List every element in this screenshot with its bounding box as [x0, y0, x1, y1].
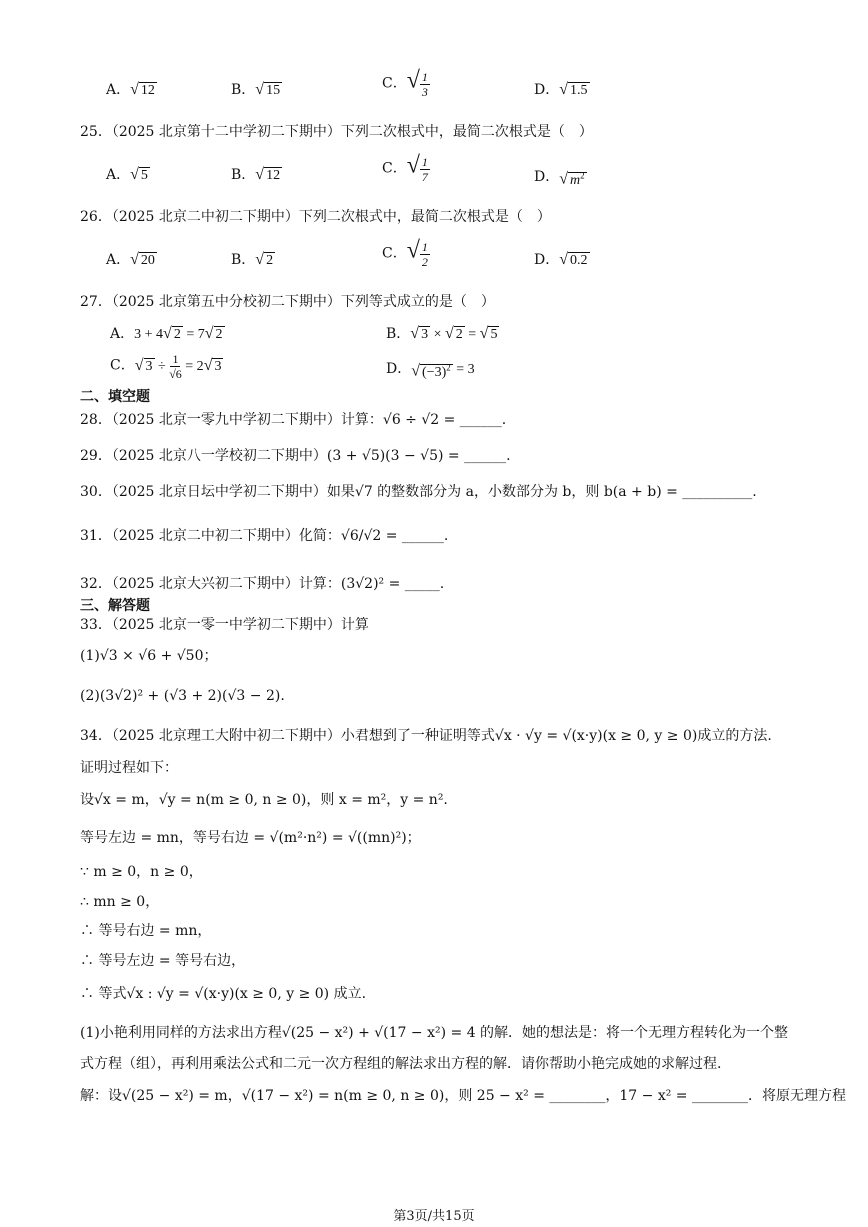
q34-proof-line: ∴ mn ≥ 0，	[80, 894, 160, 910]
q26-stem: 26．（2025 北京二中初二下期中）下列二次根式中，最简二次根式是（ ）	[80, 209, 551, 225]
q26-option-a: A．√ 20	[106, 251, 155, 269]
q25-option-b: B．√ 12	[231, 166, 281, 184]
q24-option-d: D．√ 1.5	[534, 81, 588, 99]
q33-stem: 33．（2025 北京一零一中学初二下期中）计算	[80, 617, 369, 633]
q34-proof-line: ∴ 等号左边 = 等号右边，	[80, 953, 246, 969]
q34-part1-line2: 式方程（组），再利用乘法公式和二元一次方程组的解法求出方程的解．请你帮助小艳完成她的求解过程.	[80, 1056, 722, 1072]
q34-proof-line: 等号左边 = mn，等号右边 = √(m²·n²) = √((mn)²)；	[80, 830, 421, 846]
q25-option-d: D．√ $m^2$	[534, 169, 585, 188]
q27-option-a: A．3 + 4√ 2 = 7√ 2	[110, 325, 223, 343]
q34-part1-line3: 解：设√(25 − x²) = m，√(17 − x²) = n(m ≥ 0, n ≥ 0)，则 25 − x² = ________，17 − x² = ________．将原无理方程	[80, 1088, 846, 1104]
section-fill-in-heading: 二、填空题	[80, 389, 150, 405]
q24-option-a: A．√ 12	[106, 81, 155, 99]
q26-option-b: B．√ 2	[231, 251, 274, 269]
q34-proof-line: ∵ m ≥ 0，n ≥ 0，	[80, 864, 203, 880]
q27-option-b: B．√ 3 × √ 2 = √ 5	[386, 325, 498, 343]
q32: 32．（2025 北京大兴初二下期中）计算：(3√2)² = _____.	[80, 576, 445, 592]
q24-option-b: B．√ 15	[231, 81, 281, 99]
q27-stem: 27．（2025 北京第五中分校初二下期中）下列等式成立的是（ ）	[80, 294, 495, 310]
q26-option-c: C．√ $\frac{1}{2}$	[382, 237, 428, 269]
q25-option-c: C．√ $\frac{1}{7}$	[382, 152, 428, 184]
q34-proof-intro: 证明过程如下：	[80, 760, 178, 776]
q34-proof-line: ∴ 等式√x : √y = √(x·y)(x ≥ 0, y ≥ 0) 成立.	[80, 986, 367, 1002]
section-solve-heading: 三、解答题	[80, 598, 150, 614]
q34-part1-line1: (1)小艳利用同样的方法求出方程√(25 − x²) + √(17 − x²) = 4 的解．她的想法是：将一个无理方程转化为一个整	[80, 1025, 789, 1041]
q29: 29．（2025 北京八一学校初二下期中）(3 + √5)(3 − √5) = ______.	[80, 448, 511, 464]
q30: 30．（2025 北京日坛中学初二下期中）如果√7 的整数部分为 a，小数部分为 b，则 b(a + b) = __________.	[80, 484, 757, 500]
q26-option-d: D．√ 0.2	[534, 251, 588, 269]
q34-proof-line: 设√x = m，√y = n(m ≥ 0, n ≥ 0)，则 x = m²，y = n².	[80, 792, 448, 808]
q28: 28．（2025 北京一零九中学初二下期中）计算：√6 ÷ √2 = ______.	[80, 412, 507, 428]
q33-part1: (1)√3 × √6 + √50；	[80, 648, 218, 664]
q34-proof-line: ∴ 等号右边 = mn，	[80, 923, 212, 939]
q34-stem: 34．（2025 北京理工大附中初二下期中）小君想到了一种证明等式√x · √y = √(x·y)(x ≥ 0, y ≥ 0)成立的方法.	[80, 728, 772, 744]
q24-option-c: C．√ $\frac{1}{3}$	[382, 67, 428, 99]
q31: 31．（2025 北京二中初二下期中）化简：√6/√2 = ______.	[80, 528, 449, 544]
page-number-footer: 第3页/共15页	[393, 1209, 475, 1224]
q33-part2: (2)(3√2)² + (√3 + 2)(√3 − 2).	[80, 688, 285, 704]
q25-stem: 25．（2025 北京第十二中学初二下期中）下列二次根式中，最简二次根式是（ ）	[80, 124, 593, 140]
q27-option-c: C．√ 3 ÷ $\frac{1}{√6}$ = 2√ 3	[110, 352, 222, 381]
q27-option-d: D．√ $(-3)^2 = 3$	[386, 361, 475, 380]
q25-option-a: A．√ 5	[106, 166, 148, 184]
